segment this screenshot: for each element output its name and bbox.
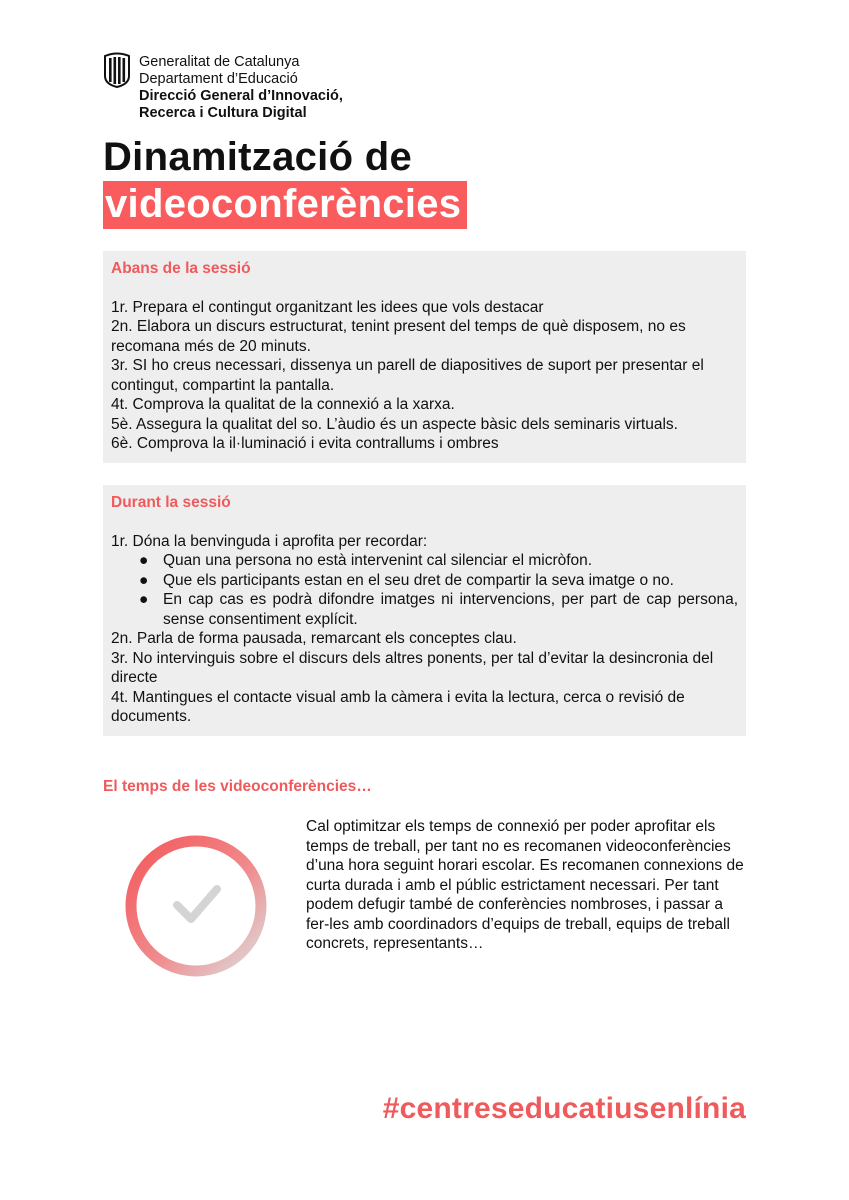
list-item	[139, 590, 738, 629]
during-item-3: 3r. No intervinguis sobre el discurs dels altres ponents, per tal d’evitar la desincronia del directe	[111, 649, 714, 686]
org-line-1: Generalitat de Catalunya	[139, 54, 300, 70]
during-item-4: 4t. Mantingues el contacte visual amb la càmera i evita la lectura, cerca o revisió de documents.	[111, 688, 685, 725]
before-session-box	[103, 251, 746, 463]
time-section-heading: El temps de les videoconferències…	[103, 778, 372, 795]
bullet-icon: ●	[139, 571, 149, 589]
before-item-4: 4t. Comprova la qualitat de la connexió a la xarxa.	[111, 396, 455, 413]
before-item-6: 6è. Comprova la il·luminació i evita contrallums i ombres	[111, 435, 499, 452]
during-intro: 1r. Dóna la benvinguda i aprofita per recordar:	[111, 532, 428, 550]
reminder-list	[111, 551, 738, 629]
during-session-box	[103, 485, 746, 736]
org-line-2: Departament d’Educació	[139, 71, 298, 87]
before-item-2: 2n. Elabora un discurs estructurat, tenint present del temps de què disposem, no es recomana més de 20 minuts.	[111, 318, 686, 355]
before-item-1: 1r. Prepara el contingut organitzant les idees que vols destacar	[111, 298, 544, 316]
time-section-paragraph: Cal optimitzar els temps de connexió per poder aprofitar els temps de treball, per tant no es recomanen videoconferències d’una hora seguint horari escolar. Es recomanen connexions de curta durada i amb el públic estrictament necessari. Per tant podem defugir també de conferències nombroses, i passar a fer-les amb coordinadors d’equips de treball, equips de treball concrets, representants…	[306, 818, 744, 952]
generalitat-stripes-icon	[103, 52, 131, 88]
organization-name	[139, 54, 343, 122]
before-session-heading: Abans de la sessió	[111, 260, 251, 277]
bullet-text-2: Que els participants estan en el seu dret de compartir la seva imatge o no.	[163, 571, 674, 589]
bullet-text-3: En cap cas es podrà difondre imatges ni intervencions, per part de cap persona, sense consentiment explícit.	[163, 591, 738, 628]
before-item-5: 5è. Assegura la qualitat del so. L’àudio és un aspecte bàsic dels seminaris virtuals.	[111, 415, 678, 433]
page-title-line-2: videoconferències	[103, 181, 467, 229]
list-item	[139, 551, 738, 571]
footer-hashtag: #centreseducatiusenlínia	[382, 1092, 746, 1125]
bullet-icon: ●	[139, 552, 149, 569]
bullet-text-1: Quan una persona no està intervenint cal silenciar el micròfon.	[163, 552, 593, 569]
during-item-2: 2n. Parla de forma pausada, remarcant els conceptes clau.	[111, 630, 517, 647]
bullet-icon: ●	[139, 591, 149, 608]
org-line-3: Direcció General d’Innovació,	[139, 88, 343, 104]
list-item	[139, 571, 738, 591]
checkmark-circle-icon	[123, 833, 269, 979]
page-title-line-1: Dinamització de	[103, 135, 413, 179]
during-session-heading: Durant la sessió	[111, 494, 231, 511]
before-item-3: 3r. SI ho creus necessari, dissenya un parell de diapositives de suport per presentar el contingut, compartint la pantalla.	[111, 357, 704, 394]
org-line-4: Recerca i Cultura Digital	[139, 105, 307, 121]
